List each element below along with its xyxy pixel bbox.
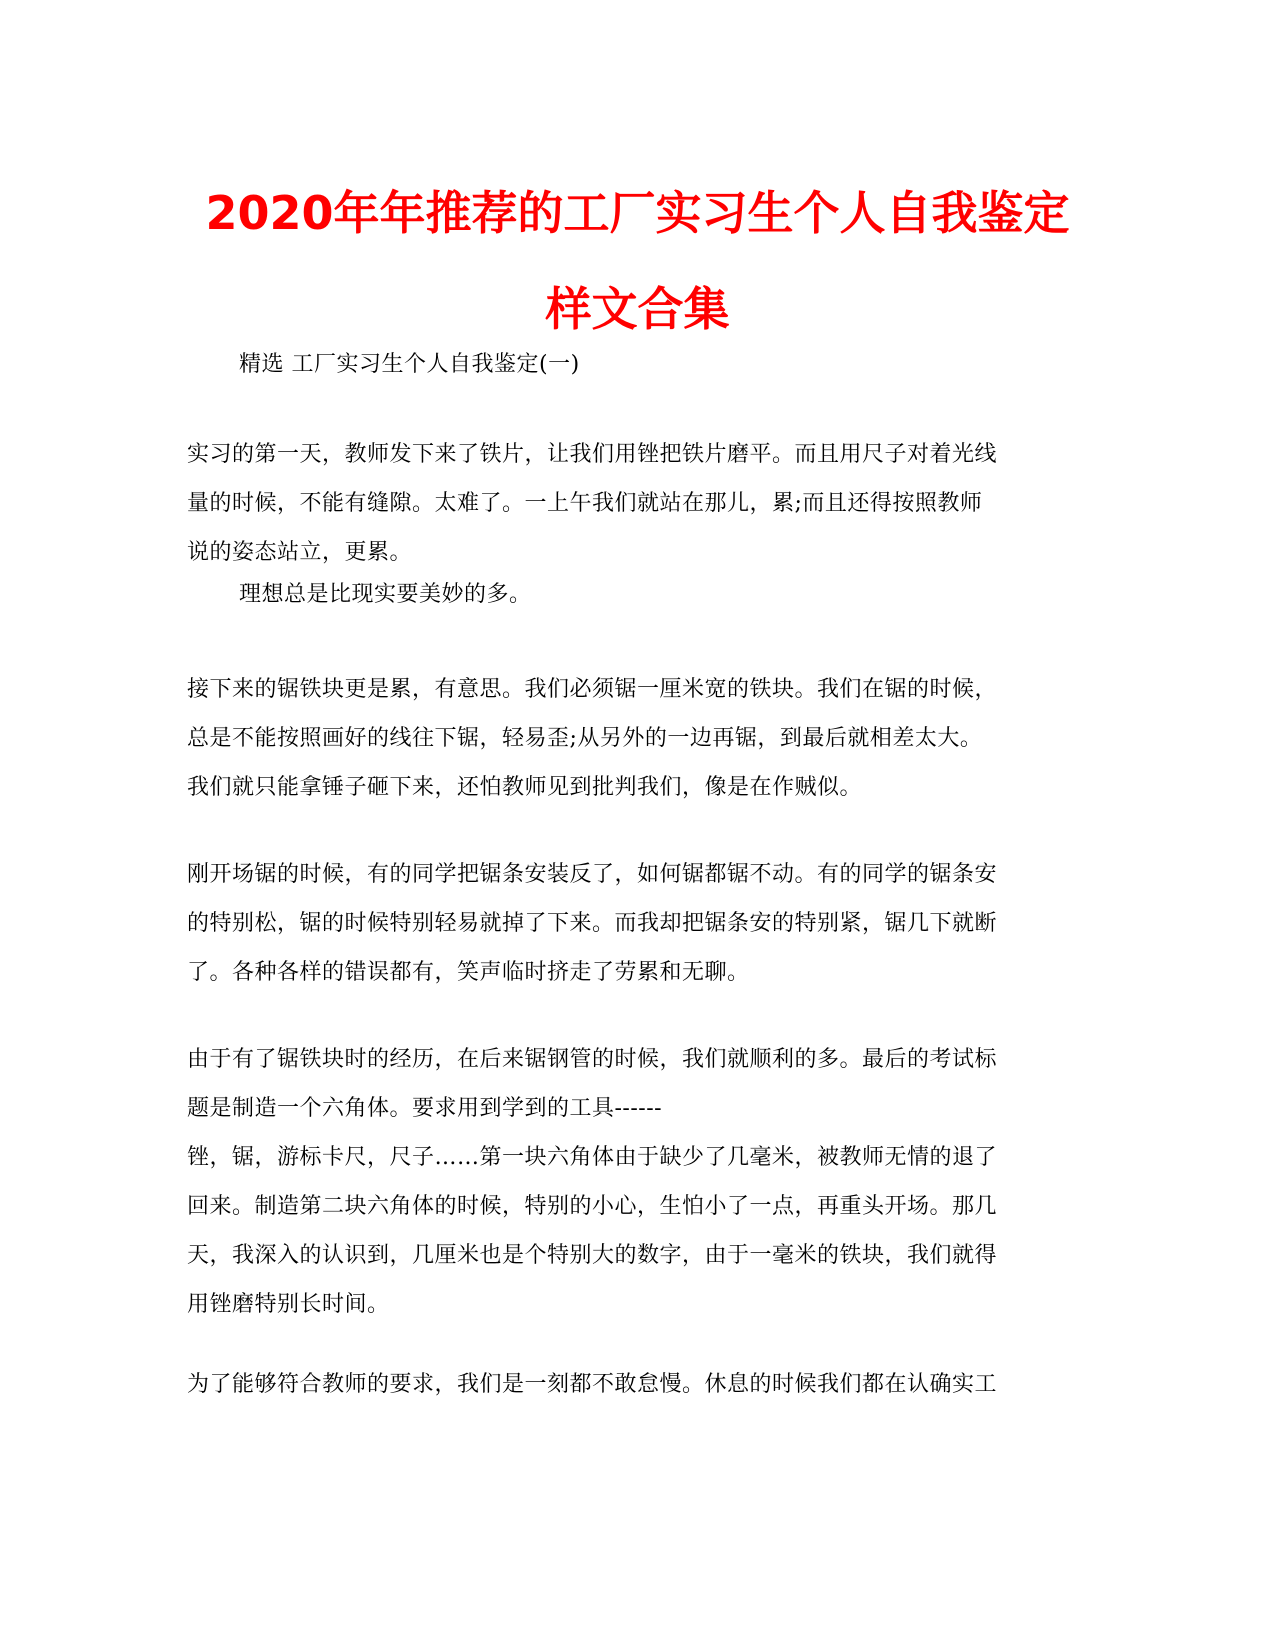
section-heading: 精选 工厂实习生个人自我鉴定(一) [239, 352, 580, 377]
paragraph-line: 了。各种各样的错误都有，笑声临时挤走了劳累和无聊。 [187, 960, 750, 985]
paragraph-line: 题是制造一个六角体。要求用到学到的工具------ [187, 1096, 663, 1121]
paragraph-line: 回来。制造第二块六角体的时候，特别的小心，生怕小了一点，再重头开场。那几 [187, 1194, 998, 1219]
paragraph-line: 锉，锯，游标卡尺，尺子……第一块六角体由于缺少了几毫米，被教师无情的退了 [187, 1145, 998, 1170]
paragraph-line: 天，我深入的认识到，几厘米也是个特别大的数字，由于一毫米的铁块，我们就得 [187, 1243, 998, 1268]
paragraph-5 [187, 1035, 1092, 1329]
document-title-line-2: 样文合集 [545, 282, 730, 336]
paragraph-4 [187, 850, 1092, 997]
paragraph-line: 实习的第一天，教师发下来了铁片，让我们用锉把铁片磨平。而且用尺子对着光线 [187, 442, 998, 467]
paragraph-line: 理想总是比现实要美妙的多。 [239, 582, 532, 607]
paragraph-line: 为了能够符合教师的要求，我们是一刻都不敢怠慢。休息的时候我们都在认确实工 [187, 1372, 998, 1397]
paragraph-1 [187, 430, 1092, 577]
paragraph-line: 量的时候，不能有缝隙。太难了。一上午我们就站在那儿，累;而且还得按照教师 [187, 491, 983, 516]
paragraph-6 [187, 1360, 1092, 1409]
paragraph-line: 我们就只能拿锤子砸下来，还怕教师见到批判我们，像是在作贼似。 [187, 775, 863, 800]
paragraph-3 [187, 665, 1092, 812]
paragraph-line: 用锉磨特别长时间。 [187, 1292, 390, 1317]
paragraph-line: 由于有了锯铁块时的经历，在后来锯钢管的时候，我们就顺利的多。最后的考试标 [187, 1047, 998, 1072]
document-title-line-1: 2020年年推荐的工厂实习生个人自我鉴定 [205, 186, 1070, 240]
paragraph-line: 总是不能按照画好的线往下锯，轻易歪;从另外的一边再锯，到最后就相差太大。 [187, 726, 983, 751]
paragraph-line: 刚开场锯的时候，有的同学把锯条安装反了，如何锯都锯不动。有的同学的锯条安 [187, 862, 998, 887]
paragraph-line: 的特别松，锯的时候特别轻易就掉了下来。而我却把锯条安的特别紧，锯几下就断 [187, 911, 998, 936]
paragraph-line: 接下来的锯铁块更是累，有意思。我们必须锯一厘米宽的铁块。我们在锯的时候， [187, 677, 998, 702]
paragraph-line: 说的姿态站立，更累。 [187, 540, 413, 565]
paragraph-2 [187, 570, 1144, 619]
